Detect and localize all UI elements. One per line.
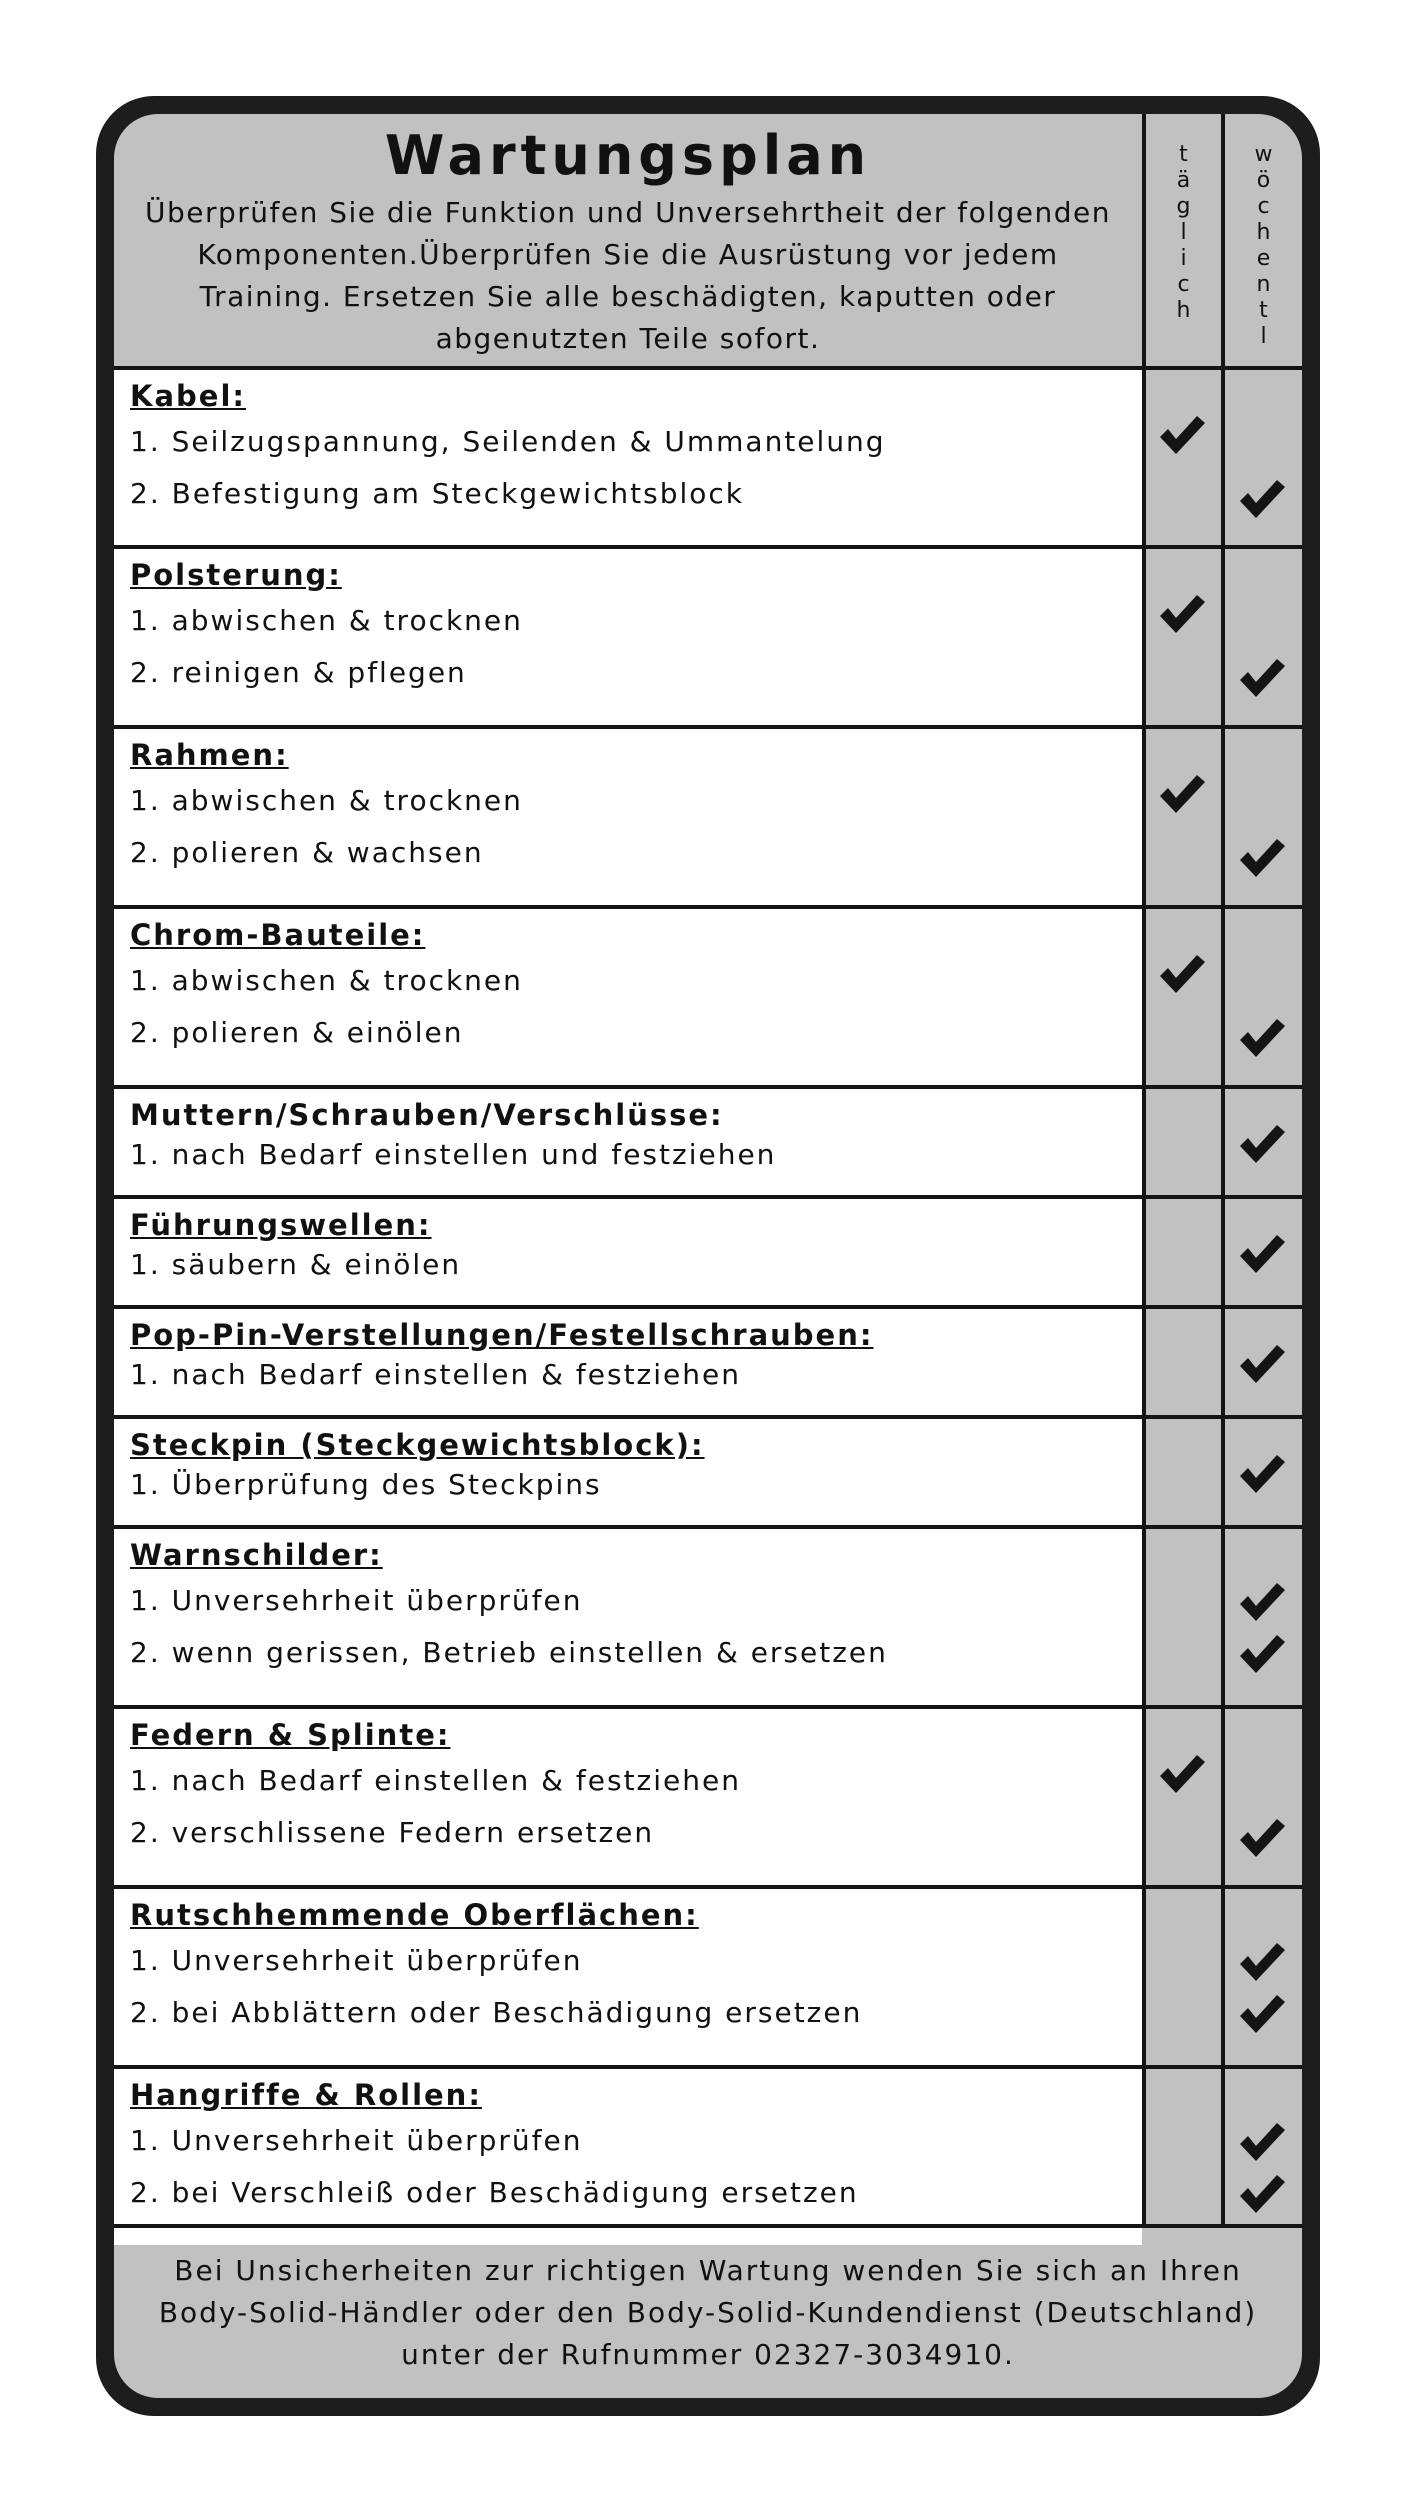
section-heading: Rahmen: — [130, 738, 289, 772]
checkmark-icon — [1158, 593, 1206, 635]
maintenance-row — [114, 1195, 1302, 1305]
section-item: 1. Unversehrheit überprüfen — [130, 1584, 583, 1617]
page-title: Wartungsplan — [384, 124, 872, 187]
section-item: 2. polieren & einölen — [130, 1016, 464, 1049]
checkmark-icon — [1238, 1633, 1286, 1675]
maintenance-row — [114, 1525, 1302, 1705]
section-item: 1. säubern & einölen — [130, 1248, 462, 1281]
section-item: 1. nach Bedarf einstellen & festziehen — [130, 1764, 741, 1797]
checkmark-icon — [1238, 837, 1286, 879]
section-item: 1. abwischen & trocknen — [130, 604, 523, 637]
section-item: 2. reinigen & pflegen — [130, 656, 467, 689]
section-item: 2. wenn gerissen, Betrieb einstellen & ersetzen — [130, 1636, 888, 1669]
checkmark-icon — [1238, 478, 1286, 520]
section-item: 1. nach Bedarf einstellen & festziehen — [130, 1358, 741, 1391]
maintenance-row — [114, 1415, 1302, 1525]
section-item: 1. Unversehrheit überprüfen — [130, 2124, 583, 2157]
header — [114, 114, 1142, 366]
section-heading: Muttern/Schrauben/Verschlüsse: — [130, 1098, 724, 1132]
section-item: 2. verschlissene Federn ersetzen — [130, 1816, 655, 1849]
maintenance-row — [114, 1705, 1302, 1885]
section-heading: Pop-Pin-Verstellungen/Festellschrauben: — [130, 1318, 874, 1352]
maintenance-row — [114, 725, 1302, 905]
checkmark-icon — [1238, 2173, 1286, 2215]
section-item: 1. Überprüfung des Steckpins — [130, 1468, 602, 1501]
checkmark-icon — [1238, 1233, 1286, 1275]
maintenance-card — [114, 114, 1302, 2398]
section-heading: Rutschhemmende Oberflächen: — [130, 1898, 699, 1932]
intro-text: Überprüfen Sie die Funktion und Unversehrtheit der folgenden Komponenten.Überprüfen Sie die Ausrüstung vor jedem Training. Ersetzen Sie alle beschädigten, kaputten oder abgenutzten Teile sofort. — [144, 196, 1111, 355]
checkmark-icon — [1238, 1017, 1286, 1059]
maintenance-row — [114, 905, 1302, 1085]
checkmark-icon — [1238, 1343, 1286, 1385]
column-divider — [1142, 114, 1146, 2224]
section-heading: Polsterung: — [130, 558, 342, 592]
section-heading: Steckpin (Steckgewichtsblock): — [130, 1428, 705, 1462]
column-header-weekly: w ö c h e n t l . — [1254, 142, 1273, 375]
section-heading: Hangriffe & Rollen: — [130, 2078, 482, 2112]
checkmark-icon — [1238, 1993, 1286, 2035]
section-heading: Warnschilder: — [130, 1538, 383, 1572]
maintenance-row — [114, 366, 1302, 545]
checkmark-icon — [1238, 1817, 1286, 1859]
section-heading: Chrom-Bauteile: — [130, 918, 426, 952]
section-item: 2. polieren & wachsen — [130, 836, 484, 869]
section-item: 2. bei Abblättern oder Beschädigung ersetzen — [130, 1996, 863, 2029]
checkmark-icon — [1238, 1123, 1286, 1165]
checkmark-icon — [1158, 773, 1206, 815]
column-header-daily: t ä g l i c h — [1176, 142, 1191, 323]
footer-note: Bei Unsicherheiten zur richtigen Wartung wenden Sie sich an Ihren Body-Solid-Händler oder den Body-Solid-Kundendienst (Deutschland) unter der Rufnummer 02327-3034910. — [114, 2224, 1302, 2398]
section-item: 1. abwischen & trocknen — [130, 784, 523, 817]
section-heading: Federn & Splinte: — [130, 1718, 451, 1752]
checkmark-icon — [1158, 1753, 1206, 1795]
section-item: 2. bei Verschleiß oder Beschädigung ersetzen — [130, 2176, 859, 2209]
maintenance-row — [114, 2065, 1302, 2245]
checkmark-icon — [1158, 953, 1206, 995]
checkmark-icon — [1238, 1453, 1286, 1495]
section-item: 1. nach Bedarf einstellen und festziehen — [130, 1138, 777, 1171]
checkmark-icon — [1238, 2121, 1286, 2163]
checkmark-icon — [1158, 414, 1206, 456]
maintenance-row — [114, 1885, 1302, 2065]
maintenance-rows — [114, 366, 1302, 2245]
column-divider — [1221, 114, 1225, 2224]
maintenance-row — [114, 1305, 1302, 1415]
section-item: 1. abwischen & trocknen — [130, 964, 523, 997]
maintenance-row — [114, 1085, 1302, 1195]
checkmark-icon — [1238, 1581, 1286, 1623]
checkmark-icon — [1238, 657, 1286, 699]
section-heading: Kabel: — [130, 379, 247, 413]
section-item: 2. Befestigung am Steckgewichtsblock — [130, 477, 745, 510]
section-item: 1. Seilzugspannung, Seilenden & Ummantelung — [130, 425, 886, 458]
maintenance-row — [114, 545, 1302, 725]
section-item: 1. Unversehrheit überprüfen — [130, 1944, 583, 1977]
section-heading: Führungswellen: — [130, 1208, 432, 1242]
checkmark-icon — [1238, 1941, 1286, 1983]
